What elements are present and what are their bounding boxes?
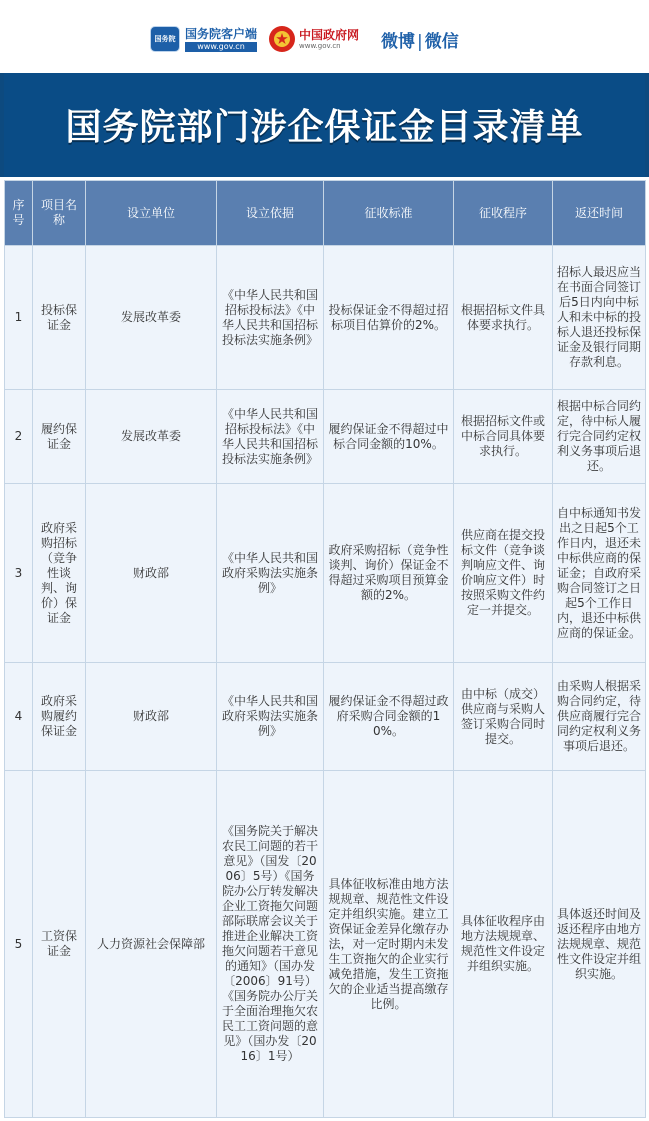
gwy-app-logo[interactable]: 国务院 xyxy=(150,26,180,52)
top-brand-bar xyxy=(0,0,649,74)
gov-site-url: www.gov.cn xyxy=(299,41,341,50)
cell-return: 自中标通知书发出之日起5个工作日内，退还未中标供应商的保证金；自政府采购合同签订之日起5个工作日内，退还中标供应商的保证金。 xyxy=(553,484,646,663)
cell-basis: 《中华人民共和国政府采购法实施条例》 xyxy=(217,484,324,663)
gwy-app-name: 国务院客户端 xyxy=(185,26,258,41)
cell-name: 工资保证金 xyxy=(33,771,86,1118)
cell-return: 招标人最迟应当在书面合同签订后5日内向中标人和未中标的投标人退还投标保证金及银行同期存款利息。 xyxy=(553,246,646,390)
col-header-return: 返还时间 xyxy=(553,181,646,246)
col-header-name: 项目名称 xyxy=(33,181,86,246)
gov-site-name: 中国政府网 xyxy=(299,27,360,42)
brand-row xyxy=(150,22,459,56)
cell-basis: 《国务院关于解决农民工问题的若干意见》（国发〔2006〕5号）《国务院办公厅转发解决企业工资拖欠问题部际联席会议关于推进企业解决工资拖欠问题若干意见的通知》（国办发〔2006〕91号）《国务院办公厅关于全面治理拖欠农民工工资问题的意见》（国办发〔2016〕1号） xyxy=(217,771,324,1118)
cell-unit: 人力资源社会保障部 xyxy=(86,771,217,1118)
table-row xyxy=(5,663,646,771)
table-row xyxy=(5,484,646,663)
social-links xyxy=(381,27,459,52)
title-banner-inner xyxy=(4,73,645,177)
cell-name: 政府采购履约保证金 xyxy=(33,663,86,771)
col-header-unit: 设立单位 xyxy=(86,181,217,246)
cell-unit: 财政部 xyxy=(86,663,217,771)
cell-return: 由采购人根据采购合同约定，待供应商履行完合同约定权利义务事项后退还。 xyxy=(553,663,646,771)
cell-return: 根据中标合同约定，待中标人履行完合同约定权利义务事项后退还。 xyxy=(553,390,646,484)
deposit-list-table xyxy=(4,180,646,1118)
cell-name: 履约保证金 xyxy=(33,390,86,484)
cell-unit: 发展改革委 xyxy=(86,246,217,390)
cell-standard: 政府采购招标（竞争性谈判、询价）保证金不得超过采购项目预算金额的2%。 xyxy=(324,484,454,663)
cell-no: 5 xyxy=(5,771,33,1118)
gwy-app-brand[interactable] xyxy=(185,27,257,52)
table-row xyxy=(5,246,646,390)
table-row xyxy=(5,771,646,1118)
weixin-link[interactable]: 微信 xyxy=(424,31,459,52)
cell-standard: 投标保证金不得超过招标项目估算价的2%。 xyxy=(324,246,454,390)
table-header-row xyxy=(5,181,646,246)
page-title: 国务院部门涉企保证金目录清单 xyxy=(65,107,584,148)
cell-standard: 具体征收标准由地方法规规章、规范性文件设定并组织实施。建立工资保证金差异化缴存办法，对一定时期内未发生工资拖欠的企业实行减免措施，发生工资拖欠的企业适当提高缴存比例。 xyxy=(324,771,454,1118)
cell-basis: 《中华人民共和国招标投标法》《中华人民共和国招标投标法实施条例》 xyxy=(217,246,324,390)
social-separator: | xyxy=(417,31,423,52)
cell-no: 2 xyxy=(5,390,33,484)
cell-basis: 《中华人民共和国政府采购法实施条例》 xyxy=(217,663,324,771)
weibo-link[interactable]: 微博 xyxy=(381,31,416,52)
cell-procedure: 由中标（成交）供应商与采购人签订采购合同时提交。 xyxy=(454,663,553,771)
gov-site-brand[interactable] xyxy=(299,28,359,51)
table-row xyxy=(5,390,646,484)
title-banner xyxy=(0,73,649,177)
cell-unit: 财政部 xyxy=(86,484,217,663)
cell-procedure: 供应商在提交投标文件（竞争谈判响应文件、询价响应文件）时按照采购文件约定一并提交。 xyxy=(454,484,553,663)
gwy-app-url: www.gov.cn xyxy=(185,42,257,52)
cell-procedure: 根据招标文件或中标合同具体要求执行。 xyxy=(454,390,553,484)
col-header-basis: 设立依据 xyxy=(217,181,324,246)
cell-procedure: 具体征收程序由地方法规规章、规范性文件设定并组织实施。 xyxy=(454,771,553,1118)
col-header-no: 序号 xyxy=(5,181,33,246)
cell-return: 具体返还时间及返还程序由地方法规规章、规范性文件设定并组织实施。 xyxy=(553,771,646,1118)
cell-no: 1 xyxy=(5,246,33,390)
cell-standard: 履约保证金不得超过中标合同金额的10%。 xyxy=(324,390,454,484)
cell-no: 4 xyxy=(5,663,33,771)
col-header-procedure: 征收程序 xyxy=(454,181,553,246)
cell-standard: 履约保证金不得超过政府采购合同金额的10%。 xyxy=(324,663,454,771)
cell-unit: 发展改革委 xyxy=(86,390,217,484)
cell-no: 3 xyxy=(5,484,33,663)
cell-name: 政府采购招标（竞争性谈判、询价）保证金 xyxy=(33,484,86,663)
cell-basis: 《中华人民共和国招标投标法》《中华人民共和国招标投标法实施条例》 xyxy=(217,390,324,484)
col-header-standard: 征收标准 xyxy=(324,181,454,246)
cell-procedure: 根据招标文件具体要求执行。 xyxy=(454,246,553,390)
cell-name: 投标保证金 xyxy=(33,246,86,390)
national-emblem-icon[interactable] xyxy=(269,26,295,52)
